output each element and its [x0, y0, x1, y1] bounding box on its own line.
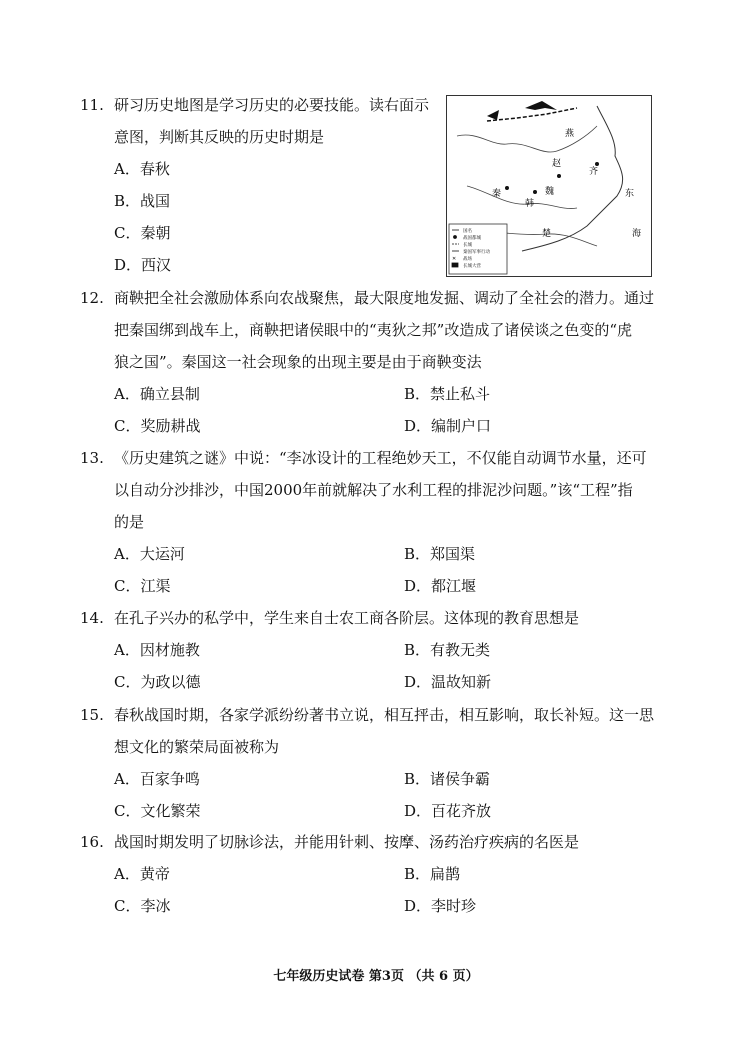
option-a: A．确立县制	[114, 385, 200, 403]
question-number: 14.	[80, 609, 104, 627]
option-c: C．奖励耕战	[114, 417, 201, 435]
map-label-zhao: 赵	[552, 159, 562, 169]
option-d: D．都江堰	[404, 577, 477, 595]
question-number: 15.	[80, 706, 104, 724]
question-16	[80, 826, 665, 922]
legend-item: 长城	[463, 243, 472, 248]
question-13	[80, 442, 665, 602]
question-text: 春秋战国时期，各家学派纷纷著书立说，相互抨击，相互影响，取长补短。这一思	[114, 706, 655, 724]
map-label-wei: 魏	[545, 187, 555, 197]
option-a: A．大运河	[114, 545, 185, 563]
map-image	[447, 96, 651, 276]
question-text: 在孔子兴办的私学中，学生来自士农工商各阶层。这体现的教育思想是	[114, 609, 580, 627]
option-c: C．文化繁荣	[114, 802, 201, 820]
map-label-hai: 海	[632, 229, 642, 239]
option-c: C．江渠	[114, 577, 171, 595]
option-a: A．黄帝	[114, 865, 170, 883]
map-label-qin: 秦	[492, 189, 502, 199]
question-text: 狼之国”。秦国这一社会现象的出现主要是由于商鞅变法	[114, 353, 482, 371]
option-a: A．春秋	[114, 160, 170, 178]
question-text: 意图，判断其反映的历史时期是	[114, 128, 325, 146]
legend-item: 秦国军事行动	[463, 250, 490, 255]
question-14	[80, 602, 665, 698]
option-a: A．百家争鸣	[114, 770, 200, 788]
legend-item: 国名	[463, 229, 472, 234]
question-12	[80, 282, 665, 442]
question-number: 11.	[80, 96, 104, 114]
option-c: C．李冰	[114, 897, 171, 915]
question-text: 商鞅把全社会激励体系向农战聚焦，最大限度地发掘、调动了全社会的潜力。通过	[114, 289, 655, 307]
legend-item: 长城大营	[463, 264, 481, 269]
option-b: B．诸侯争霸	[404, 770, 491, 788]
question-text: 战国时期发明了切脉诊法，并能用针刺、按摩、汤药治疗疾病的名医是	[114, 833, 580, 851]
question-text: 研习历史地图是学习历史的必要技能。读右面示	[114, 96, 430, 114]
option-d: D．编制户口	[404, 417, 492, 435]
map-label-yan: 燕	[565, 129, 575, 139]
map-label-dong: 东	[625, 189, 635, 199]
legend-item: 战场	[463, 257, 472, 262]
question-text: 以自动分沙排沙，中国2000年前就解决了水利工程的排泥沙问题。”该“工程”指	[114, 481, 633, 499]
option-d: D．李时珍	[404, 897, 477, 915]
map-label-han: 韩	[525, 199, 535, 209]
question-number: 13.	[80, 449, 104, 467]
question-text: 想文化的繁荣局面被称为	[114, 738, 280, 756]
option-b: B．扁鹊	[404, 865, 461, 883]
option-d: D．百花齐放	[404, 802, 492, 820]
option-b: B．禁止私斗	[404, 385, 491, 403]
svg-text:✕: ✕	[452, 256, 457, 262]
warring-states-map	[446, 95, 652, 277]
option-b: B．郑国渠	[404, 545, 476, 563]
option-d: D．温故知新	[404, 673, 492, 691]
map-label-chu: 楚	[542, 229, 552, 239]
page-footer: 七年级历史试卷 第3页 （共 6 页）	[273, 969, 479, 984]
question-text: 《历史建筑之谜》中说：“李冰设计的工程绝妙天工，不仅能自动调节水量，还可	[114, 449, 647, 467]
question-text: 的是	[114, 513, 145, 531]
option-c: C．为政以德	[114, 673, 201, 691]
question-number: 16.	[80, 833, 104, 851]
question-text: 把秦国绑到战车上，商鞅把诸侯眼中的“夷狄之邦”改造成了诸侯谈之色变的“虎	[114, 321, 633, 339]
question-number: 12.	[80, 289, 104, 307]
option-b: B．有教无类	[404, 641, 491, 659]
option-d: D．西汉	[114, 256, 172, 274]
map-label-qi: 齐	[589, 167, 599, 177]
option-a: A．因材施教	[114, 641, 200, 659]
option-b: B．战国	[114, 192, 171, 210]
option-c: C．秦朝	[114, 224, 171, 242]
question-15	[80, 699, 665, 827]
legend-item: 战国都城	[463, 236, 481, 241]
